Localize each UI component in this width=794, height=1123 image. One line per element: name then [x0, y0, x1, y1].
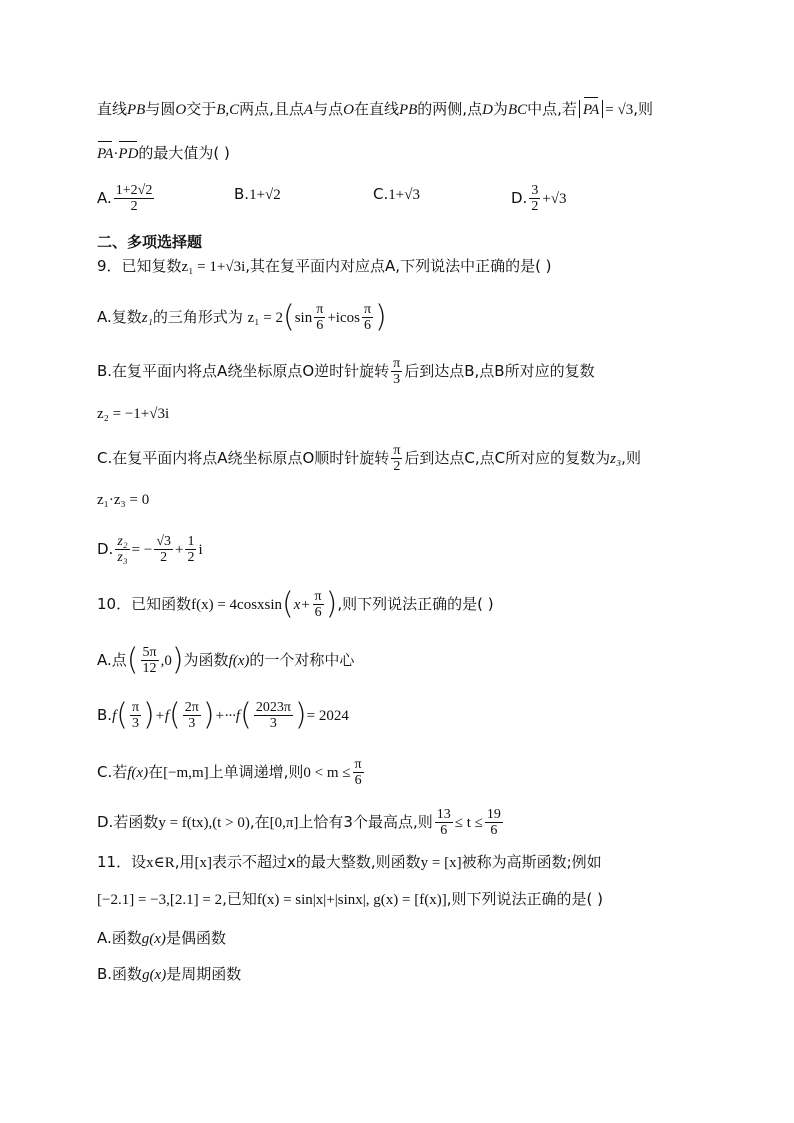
q11-option-a: A.函数g(x)是偶函数	[97, 929, 226, 947]
q10-option-b: B.f( $\frac{\pi}{3}$ )+f( $\frac{2\pi}{3}$ )+···f( $\frac{2023\pi}{3}$ )= 2024	[97, 697, 349, 733]
q9-option-c-line1: C.在复平面内将点A绕坐标原点O顺时针旋转 $\frac{\pi}{2}$ 后到达点C,点C所对应的复数为z₃,则	[97, 443, 641, 474]
pi-2: π	[363, 302, 372, 317]
q8-option-b: B.1+√2	[234, 185, 281, 203]
q8-stem-line2: PA·PD的最大值为( )	[97, 144, 230, 162]
q8-option-c: C.1+√3	[373, 185, 420, 203]
q9-option-a: A.复数z₁的三角形式为 z₁ = 2(sin $\frac{\pi}{6}$ +icos $\frac{\pi}{6}$ )	[97, 299, 387, 335]
q8-option-a: A. $\frac{1+2√2}{2}$	[97, 183, 153, 214]
six-2: 6	[363, 318, 371, 333]
q11-stem-line2: [−2.1] = −3,[2.1] = 2,已知f(x) = sin|x|+|sinx|, g(x) = [f(x)],则下列说法正确的是( )	[97, 890, 603, 908]
section-title: 二、多项选择题	[97, 233, 203, 251]
q9-option-d: D. $\frac{\text{z₂}}{\text{z₃}}$ = − $\frac{√3}{2}$ + $\frac{1}{2}$ i	[97, 534, 203, 565]
q11-option-b: B.函数g(x)是周期函数	[97, 965, 242, 983]
line-pb-2: PB	[398, 102, 418, 118]
q8-stem-line1: 直线PB与圆O交于B,C两点,且点A与点O在直线PB的两侧,点D为BC中点,若 PA = √3,则	[97, 100, 654, 118]
q10-option-a: A.点( $\frac{5\pi}{12}$ ,0)为函数f(x)的一个对称中心	[97, 642, 355, 678]
q8-option-d: D. $\frac{3}{2}$ +√3	[511, 183, 567, 214]
q10-stem: 10．已知函数f(x) = 4cosxsin(x+ $\frac{\pi}{6}$ ),则下列说法正确的是( )	[97, 586, 494, 622]
q9-stem: 9．已知复数z₁ = 1+√3i,其在复平面内对应点A,下列说法中正确的是( )	[97, 257, 552, 275]
q11-stem-line1: 11．设x∈R,用[x]表示不超过x的最大整数,则函数y = [x]被称为高斯函数;例如	[97, 853, 602, 871]
point-o-2: O	[343, 102, 354, 118]
q10-option-c: C.若f(x)在[−m,m]上单调递增,则0 < m ≤ $\frac{\pi}{6}$	[97, 757, 362, 788]
q9-option-b-line2: z₂ = −1+√3i	[97, 406, 170, 422]
q9-option-c-line2: z₁·z₃ = 0	[97, 492, 150, 508]
abs-pa-vector: PA	[579, 100, 603, 118]
q10-option-d: D.若函数y = f(tx),(t > 0),在[0,π]上恰有3个最高点,则 $\frac{13}{6}$ ≤ t ≤ $\frac{19}{6}$	[97, 807, 501, 838]
q9-option-b-line1: B.在复平面内将点A绕坐标原点O逆时针旋转 $\frac{\pi}{3}$ 后到达点B,点B所对应的复数	[97, 356, 595, 387]
